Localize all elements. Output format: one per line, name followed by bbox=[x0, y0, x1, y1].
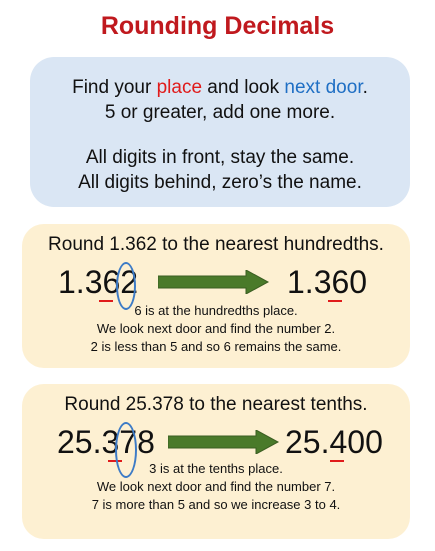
digits-front: 1.3 bbox=[58, 264, 103, 300]
explanation-line: We look next door and find the number 7. bbox=[96, 479, 336, 494]
rounded-number bbox=[287, 264, 367, 301]
rule-text: . bbox=[362, 77, 368, 98]
rule-line-4: All digits behind, zero’s the name. bbox=[78, 172, 362, 193]
original-number bbox=[57, 424, 155, 461]
place-digit: 4 bbox=[329, 424, 348, 460]
explanation-line: 2 is less than 5 and so 6 remains the same. bbox=[90, 339, 342, 354]
example-box-2 bbox=[22, 384, 410, 539]
rule-box bbox=[30, 57, 410, 207]
digits-front: 25. bbox=[285, 424, 330, 460]
explanation-line: We look next door and find the number 2. bbox=[96, 321, 336, 336]
place-word: place bbox=[156, 77, 203, 98]
explanation-line: 7 is more than 5 and so we increase 3 to 4. bbox=[91, 497, 341, 512]
digits-behind: 8 bbox=[137, 424, 155, 460]
place-digit: 6 bbox=[102, 264, 121, 300]
explanation-line: 3 is at the tenths place. bbox=[149, 461, 283, 476]
digits-front: 1.3 bbox=[287, 264, 332, 300]
page-title: Rounding Decimals bbox=[100, 12, 335, 40]
next-digit: 7 bbox=[119, 424, 138, 460]
example-question: Round 1.362 to the nearest hundredths. bbox=[48, 234, 384, 255]
explanation bbox=[22, 460, 410, 514]
explanation bbox=[22, 302, 410, 356]
rule-first-stanza bbox=[30, 75, 410, 125]
arrow-icon bbox=[168, 430, 280, 454]
next-door-word: next door bbox=[284, 77, 363, 98]
zero-digits: 0 bbox=[349, 264, 368, 300]
next-digit: 2 bbox=[120, 264, 139, 300]
rule-line-1 bbox=[30, 75, 410, 100]
zero-digits: 00 bbox=[347, 424, 383, 460]
rule-line-3: All digits in front, stay the same. bbox=[85, 147, 355, 168]
place-digit: 3 bbox=[101, 424, 120, 460]
example-box-1 bbox=[22, 224, 410, 368]
rule-text: Find your bbox=[72, 77, 157, 98]
rule-text: and look bbox=[202, 77, 285, 98]
arrow-icon bbox=[158, 270, 270, 294]
rule-second-stanza bbox=[30, 145, 410, 195]
rule-line-2: 5 or greater, add one more. bbox=[104, 102, 336, 123]
digits-front: 25. bbox=[57, 424, 102, 460]
rounded-number bbox=[285, 424, 383, 461]
place-digit: 6 bbox=[331, 264, 350, 300]
explanation-line: 6 is at the hundredths place. bbox=[134, 303, 298, 318]
example-question: Round 25.378 to the nearest tenths. bbox=[64, 394, 368, 415]
